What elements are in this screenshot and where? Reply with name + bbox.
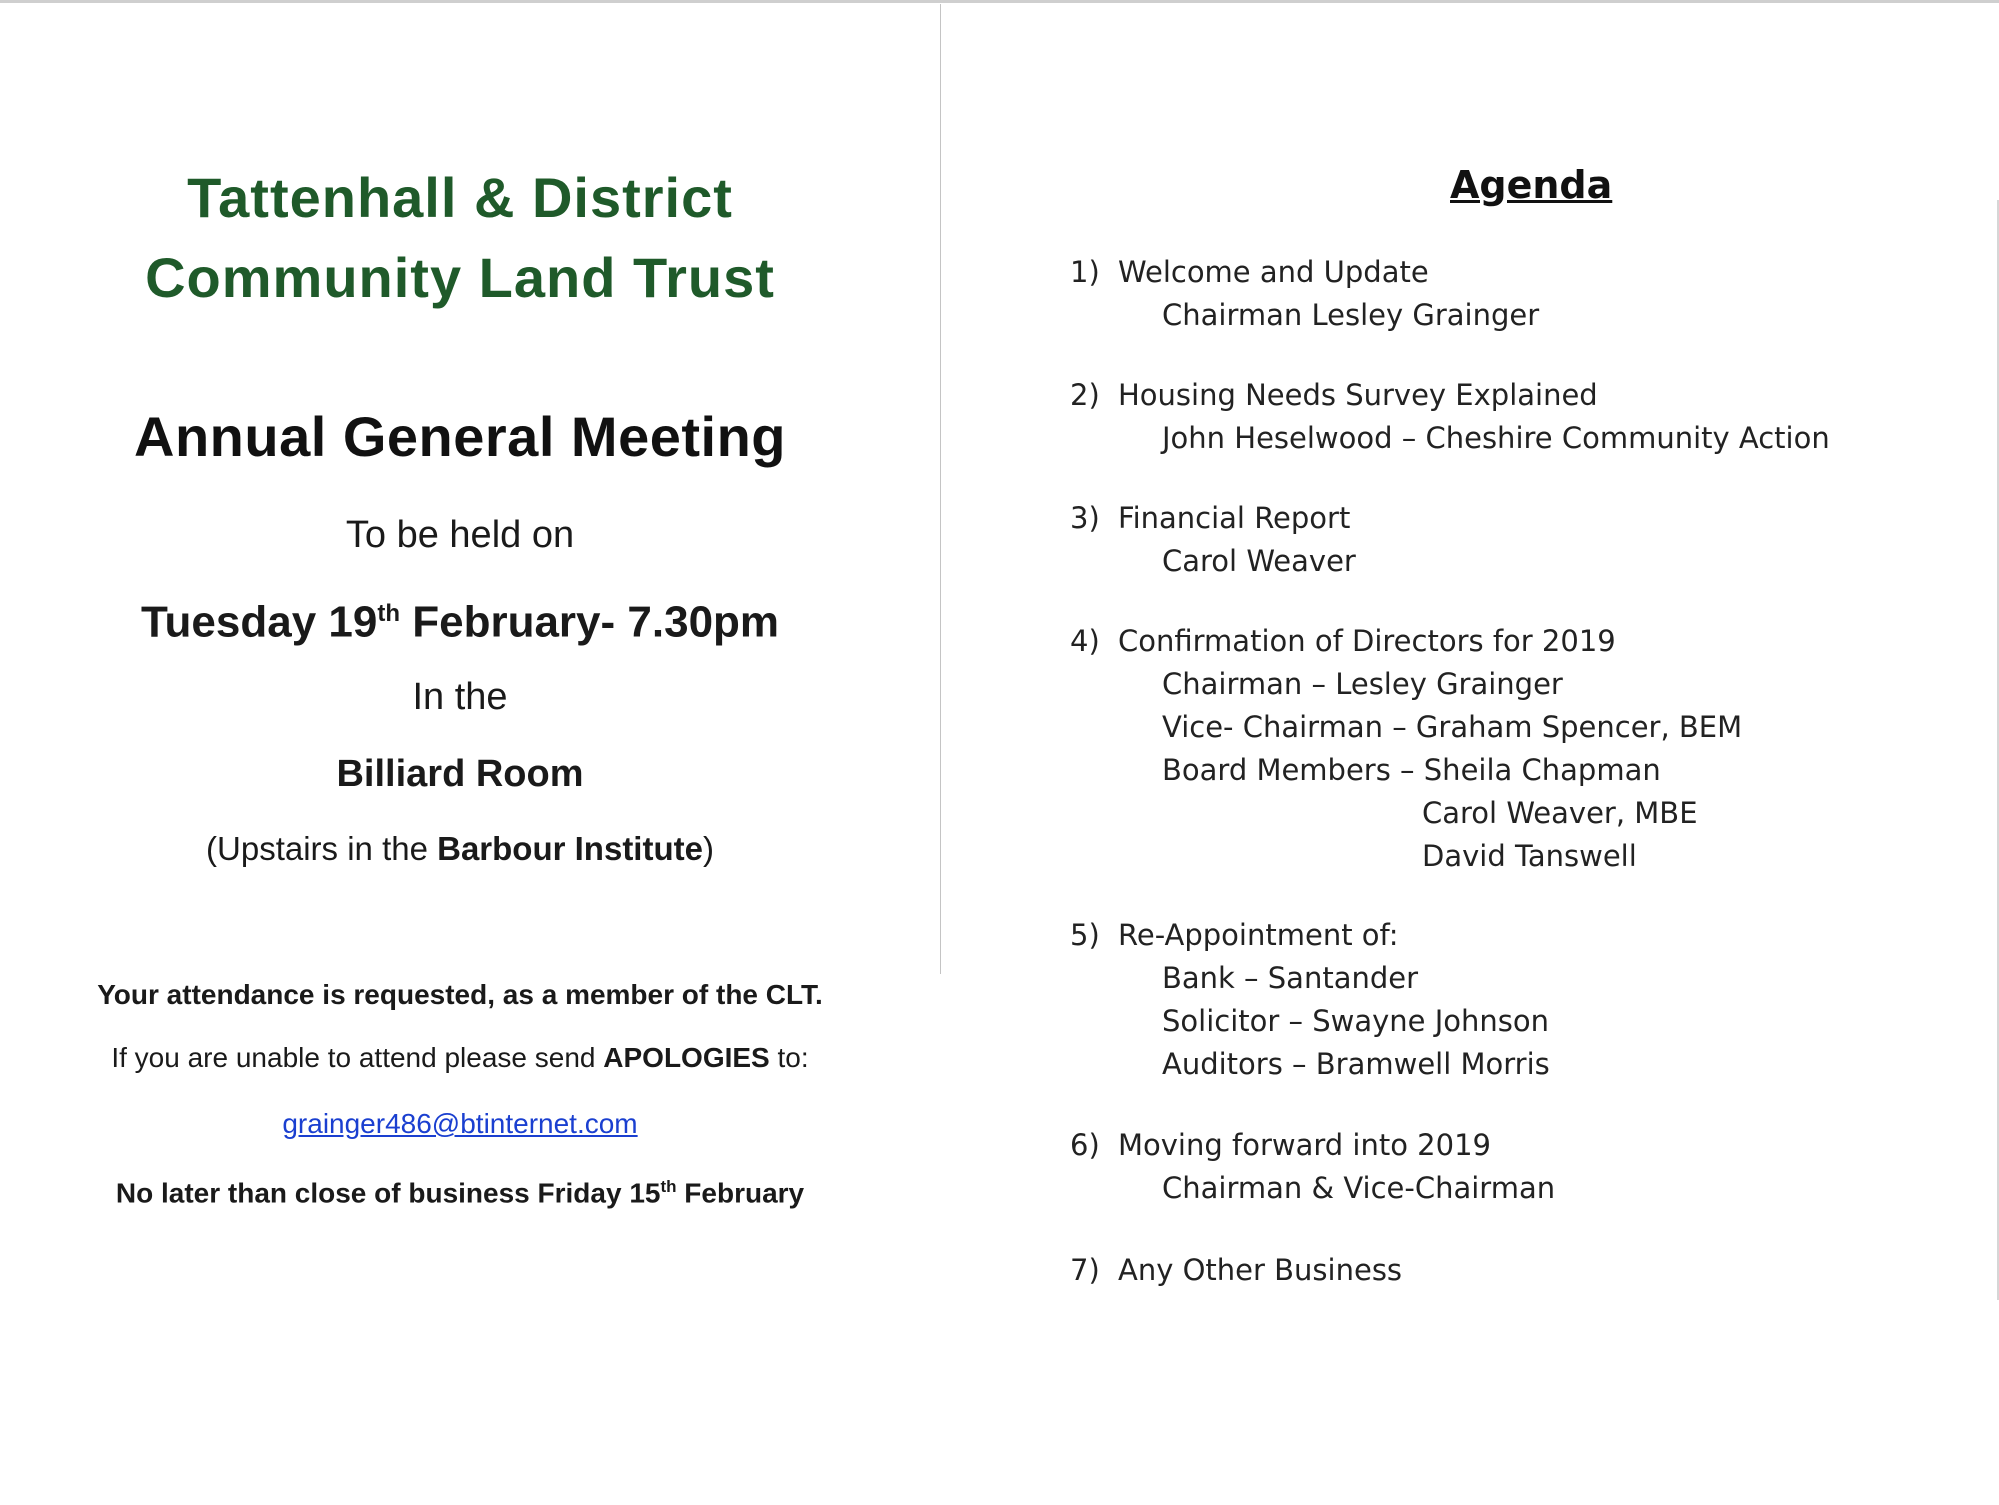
apologies-deadline: [50, 1167, 870, 1213]
held-on-text: To be held on: [345, 514, 575, 556]
fold-line: [940, 4, 941, 974]
agenda-item-number: 1): [1070, 255, 1100, 289]
agenda-item-title: Confirmation of Directors for 2019: [1118, 624, 1616, 658]
deadline-rest: February: [676, 1177, 805, 1209]
meeting-notice: [50, 0, 870, 1505]
agenda-panel: [1070, 0, 1950, 1505]
apologies-suffix: to:: [769, 1042, 809, 1073]
apologies-instruction: [50, 1038, 870, 1078]
agenda-item-detail: John Heselwood – Cheshire Community Action: [1162, 421, 1830, 455]
agenda-item: [1070, 1123, 1950, 1210]
agenda-heading: Agenda: [1450, 163, 1613, 207]
meeting-date: [50, 586, 870, 651]
agenda-item-number: 7): [1070, 1253, 1100, 1287]
agenda-item-detail: Auditors – Bramwell Morris: [1162, 1047, 1550, 1081]
agenda-item-title: Housing Needs Survey Explained: [1118, 378, 1598, 412]
agenda-item-number: 4): [1070, 624, 1100, 658]
agenda-item: [1070, 913, 1950, 1086]
venue-note-suffix: ): [702, 830, 714, 867]
agenda-item-detail: Chairman Lesley Grainger: [1162, 298, 1540, 332]
meeting-date-rest: February- 7.30pm: [400, 597, 780, 647]
meeting-date-suffix: th: [377, 600, 401, 627]
agenda-item: [1070, 496, 1950, 583]
email-line: [50, 1104, 870, 1144]
agenda-item-title: Re-Appointment of:: [1118, 918, 1399, 952]
venue-note: [50, 826, 870, 872]
agenda-item: [1070, 1248, 1950, 1292]
agenda-item-detail: Vice- Chairman – Graham Spencer, BEM: [1162, 710, 1743, 744]
agenda-item-title: Welcome and Update: [1118, 255, 1429, 289]
agenda-item-detail: Solicitor – Swayne Johnson: [1162, 1004, 1550, 1038]
agenda-item: [1070, 373, 1950, 460]
agenda-item: [1070, 619, 1950, 878]
agenda-item-detail: Bank – Santander: [1162, 961, 1419, 995]
agenda-item-title: Any Other Business: [1118, 1253, 1403, 1287]
organisation-title: [50, 158, 870, 318]
agenda-item-title: Financial Report: [1118, 501, 1351, 535]
agenda-item-detail: Carol Weaver: [1162, 544, 1356, 578]
meeting-title: Annual General Meeting: [134, 405, 786, 468]
agenda-item-number: 2): [1070, 378, 1100, 412]
agenda-item-number: 3): [1070, 501, 1100, 535]
meeting-date-day: Tuesday 19: [140, 597, 378, 647]
venue-note-prefix: (Upstairs in the: [206, 830, 438, 867]
agenda-item-detail: David Tanswell: [1422, 839, 1637, 873]
agenda-item-detail: Chairman – Lesley Grainger: [1162, 667, 1563, 701]
organisation-title-line-2: Community Land Trust: [145, 246, 775, 309]
organisation-title-line-1: Tattenhall & District: [187, 166, 733, 229]
agenda-item-number: 5): [1070, 918, 1100, 952]
apologies-prefix: If you are unable to attend please send: [111, 1042, 604, 1073]
in-the-text: In the: [412, 676, 508, 718]
agenda-item-detail: Chairman & Vice-Chairman: [1162, 1171, 1556, 1205]
agenda-item-title: Moving forward into 2019: [1118, 1128, 1491, 1162]
attendance-request: Your attendance is requested, as a member of the CLT.: [97, 979, 823, 1010]
agenda-item: [1070, 250, 1950, 337]
agenda-item-number: 6): [1070, 1128, 1100, 1162]
agenda-item-detail: Board Members – Sheila Chapman: [1162, 753, 1661, 787]
email-link[interactable]: grainger486@btinternet.com: [282, 1108, 638, 1139]
venue-name: Barbour Institute: [437, 830, 703, 867]
agenda-item-detail: Carol Weaver, MBE: [1422, 796, 1698, 830]
deadline-suffix: th: [660, 1177, 677, 1196]
deadline-prefix: No later than close of business Friday 15: [115, 1177, 661, 1209]
apologies-keyword: APOLOGIES: [603, 1042, 770, 1073]
meeting-room: Billiard Room: [336, 753, 584, 795]
